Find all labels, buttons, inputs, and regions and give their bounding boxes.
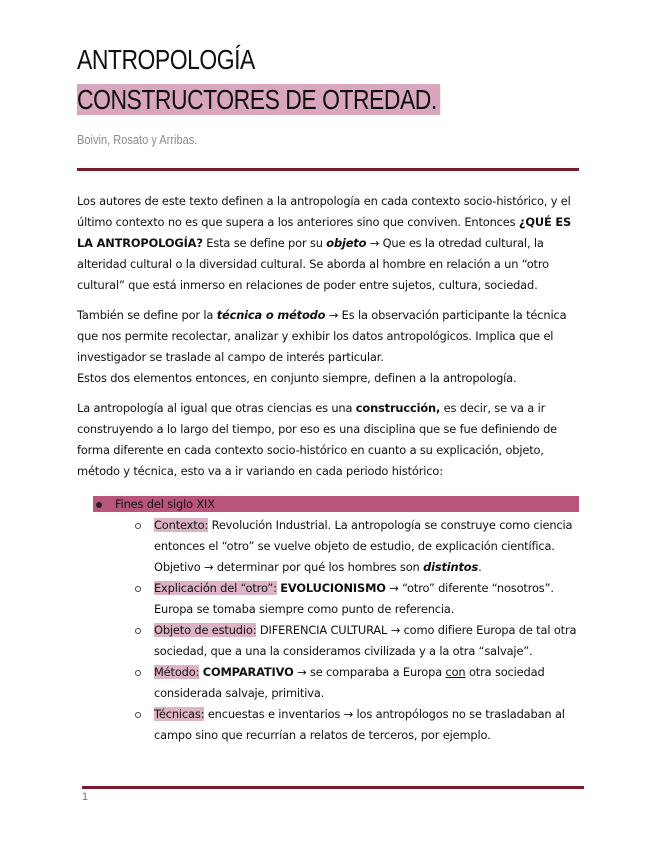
p1-text-a: Los autores de este texto definen a la antropología en cada contexto socio-histórico, y el último contexto no es que supera a los anteriores sino que conviven. Entonces xyxy=(77,194,571,229)
item-label: Explicación del “otro”: xyxy=(154,581,277,595)
circle-bullet-icon xyxy=(135,523,141,529)
p3-text-c: es decir, se va a ir construyendo a lo largo del tiempo, por eso es una disciplina que se fue definiendo de forma diferente en cada contexto socio-histórico en cuanto a su explicación, objeto, método y técnica, esto va a ir variando en cada periodo histórico: xyxy=(77,401,558,478)
list-item-metodo xyxy=(154,662,579,704)
item-label: Contexto: xyxy=(154,518,209,532)
item-text: DIFERENCIA CULTURAL → como difiere Europa de tal otra sociedad, que a una la consideramos civilizada y a la otra “salvaje”. xyxy=(154,623,577,658)
document-title: ANTROPOLOGÍA xyxy=(77,44,255,75)
p2-text-d: Estos dos elementos entonces, en conjunto siempre, definen a la antropología. xyxy=(77,371,517,385)
list-item-tecnicas xyxy=(154,704,579,746)
list-heading-label: Fines del siglo XIX xyxy=(115,497,215,511)
item-bold: distintos xyxy=(423,560,479,574)
header-divider xyxy=(77,168,579,171)
document-body xyxy=(77,191,579,746)
footer-divider xyxy=(82,786,584,789)
circle-bullet-icon xyxy=(135,712,141,718)
p2-text-a: También se define por la xyxy=(77,308,217,322)
item-text: encuestas e inventarios → los antropólogos no se trasladaban al campo sino que recurrían a relatos de terceros, por ejemplo. xyxy=(154,707,565,742)
paragraph-3 xyxy=(77,398,579,482)
subtitle-highlight: CONSTRUCTORES DE OTREDAD. xyxy=(77,84,440,115)
list-heading xyxy=(77,494,579,513)
item-label: Técnicas: xyxy=(154,707,205,721)
circle-bullet-icon xyxy=(135,628,141,634)
p3-text-a: La antropología al igual que otras ciencias es una xyxy=(77,401,356,415)
p2-text-c: → Es la observación participante la técnica que nos permite recolectar, analizar y exhibir los datos antropológicos. Implica que el investigador se traslade al campo de interés particular. xyxy=(77,308,567,364)
paragraph-1 xyxy=(77,191,579,296)
item-text-end: . xyxy=(478,560,482,574)
list-item-objeto xyxy=(154,620,579,662)
list-item-explicacion xyxy=(154,578,579,620)
item-bold: EVOLUCIONISMO xyxy=(280,581,386,595)
item-text: Revolución Industrial. La antropología se construye como ciencia entonces el “otro” se vuelve objeto de estudio, de explicación científica. Objetivo → determinar por qué los hombres son xyxy=(154,518,573,574)
item-underline: con xyxy=(445,665,466,679)
p3-construccion: construcción, xyxy=(355,401,441,415)
authors-line: Boivin, Rosato y Arribas. xyxy=(77,132,198,147)
p1-question: ¿QUÉ ES LA ANTROPOLOGÍA? xyxy=(77,215,572,250)
p2-tecnica: técnica o método xyxy=(216,308,326,322)
paragraph-2 xyxy=(77,305,579,389)
bullet-icon xyxy=(96,502,102,508)
p1-text-c: Esta se define por su xyxy=(202,236,327,250)
p1-objeto: objeto xyxy=(326,236,367,250)
item-text-end: otra sociedad considerada salvaje, primitiva. xyxy=(154,665,545,700)
item-label: Objeto de estudio: xyxy=(154,623,257,637)
p1-text-e: → Que es la otredad cultural, la alteridad cultural o la diversidad cultural. Se aborda al hombre en relación a un “otro cultural” que está inmerso en relaciones de poder entre sujetos, cultura, sociedad. xyxy=(77,236,549,292)
list-item-contexto xyxy=(154,515,579,578)
circle-bullet-icon xyxy=(135,670,141,676)
document-subtitle xyxy=(77,84,440,116)
item-bold: COMPARATIVO xyxy=(202,665,294,679)
circle-bullet-icon xyxy=(135,586,141,592)
sub-list xyxy=(77,515,579,746)
page-number: 1 xyxy=(82,791,89,803)
item-label: Método: xyxy=(154,665,200,679)
item-text: → se comparaba a Europa xyxy=(293,665,446,679)
item-text: → “otro” diferente “nosotros”. Europa se tomaba siempre como punto de referencia. xyxy=(154,581,554,616)
